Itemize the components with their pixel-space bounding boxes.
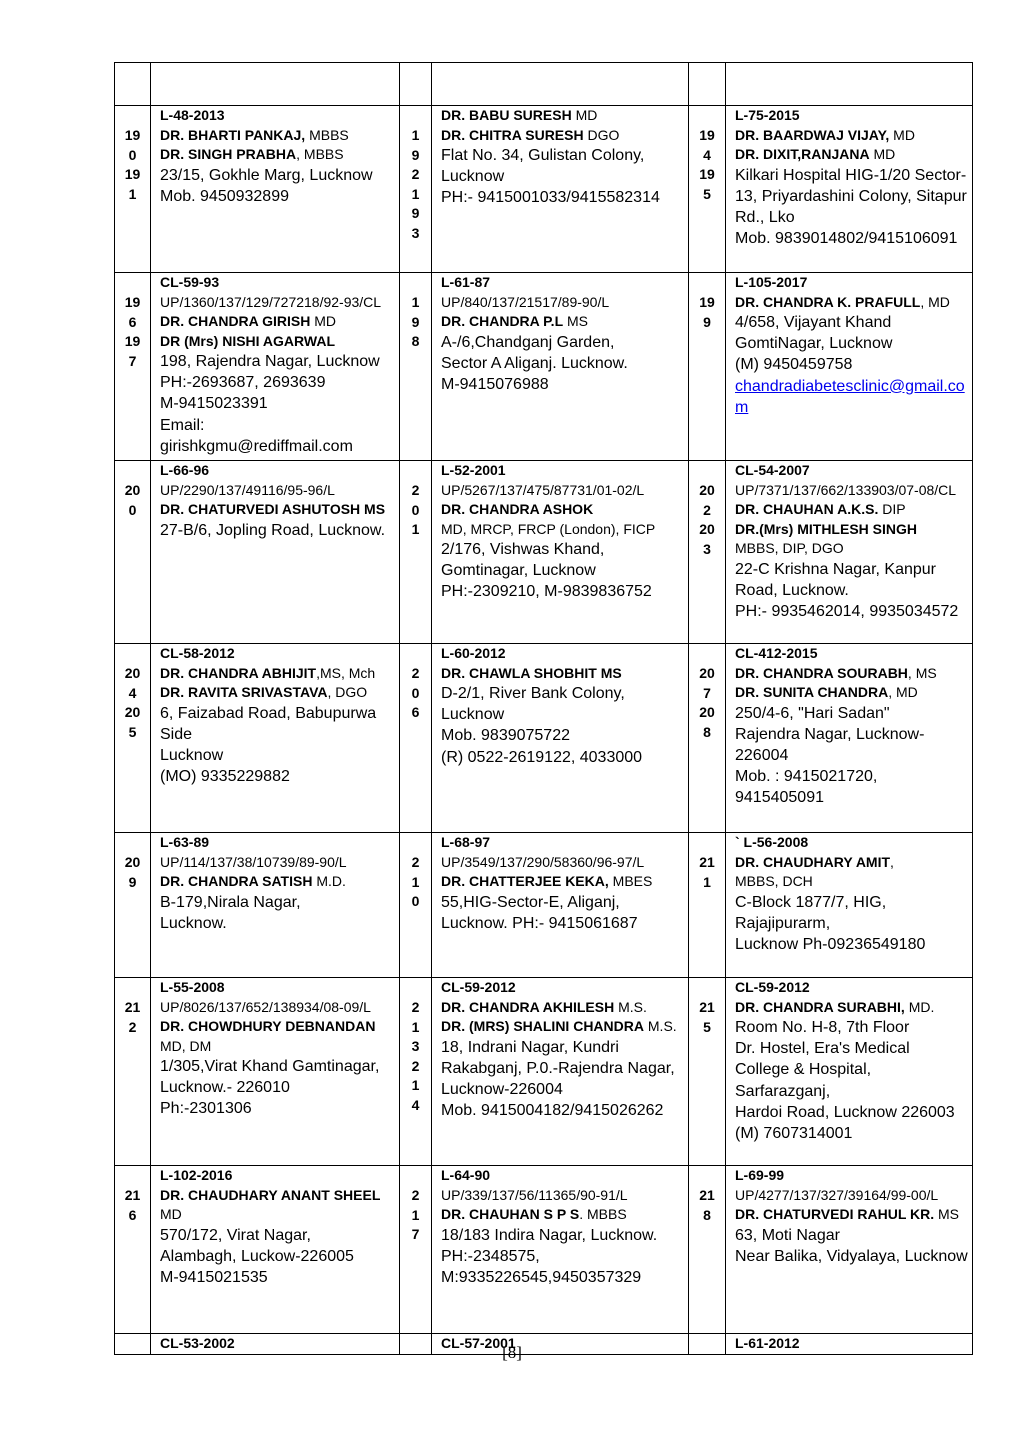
- address-line: Mob. 9839075722: [441, 727, 570, 745]
- address-line: Email:: [160, 416, 205, 434]
- entry-cell: [151, 833, 400, 978]
- address-line: Ph:-2301306: [160, 1100, 252, 1118]
- qualification: MD.: [904, 998, 935, 1015]
- doctor-name-line: [160, 683, 395, 703]
- entry-cell: [432, 1166, 689, 1334]
- registration-number: L-105-2017: [735, 274, 808, 290]
- entry-cell: [432, 63, 689, 106]
- qualification: MS: [563, 313, 589, 329]
- license-code: UP/8026/137/652/138934/08-09/L: [160, 998, 371, 1015]
- serial-number-cell: [400, 106, 432, 273]
- doctor-name-line: [160, 145, 395, 165]
- address-line: Room No. H-8, 7th Floor: [735, 1019, 910, 1036]
- registration-number: L-52-2001: [441, 462, 506, 478]
- entry-cell: [726, 1166, 973, 1334]
- serial-number: 2 1 0: [411, 854, 420, 909]
- doctor-name: DR. CHANDRA GIRISH: [160, 313, 311, 329]
- qualification: , MBBS: [296, 146, 344, 162]
- address-line: D-2/1, River Bank Colony,: [441, 685, 625, 702]
- entry-cell: [151, 644, 400, 833]
- directory-body: [115, 63, 973, 1355]
- serial-number: 21 2: [124, 999, 141, 1035]
- address-line: Gomtinagar, Lucknow: [441, 562, 596, 580]
- doctor-name: DR. RAVITA SRIVASTAVA: [160, 684, 328, 700]
- serial-number-cell: [400, 63, 432, 106]
- address-line: Alambagh, Luckow-226005: [160, 1247, 354, 1265]
- address-line: Lucknow-226004: [441, 1080, 563, 1098]
- entry-cell: [726, 978, 973, 1166]
- qualification: MD, DM: [160, 1037, 212, 1054]
- address-line: M-9415021535: [160, 1268, 268, 1286]
- qualification: DIP: [878, 501, 906, 517]
- address-line: Sector A Aliganj. Lucknow.: [441, 354, 628, 372]
- serial-number-cell: [115, 63, 151, 106]
- address-line: 2/176, Vishwas Khand,: [441, 541, 605, 558]
- entry-cell: [151, 63, 400, 106]
- entry-cell: [726, 106, 973, 273]
- serial-number-cell: [115, 106, 151, 273]
- doctor-name: DR. CHAWLA SHOBHIT MS: [441, 664, 622, 681]
- serial-number-cell: [115, 644, 151, 833]
- license-code: UP/840/137/21517/89-90/L: [441, 293, 610, 310]
- address-line: Lucknow. PH:- 9415061687: [441, 914, 638, 932]
- serial-number: 21 8: [699, 1187, 715, 1223]
- qualification: MBBS: [305, 126, 349, 143]
- entry-cell: [432, 978, 689, 1166]
- address-line: PH:- 9415001033/9415582314: [441, 189, 660, 207]
- registration-number: CL-54-2007: [735, 462, 810, 478]
- qualification: , MD: [888, 684, 918, 700]
- entry-cell: [726, 63, 973, 106]
- doctor-name-line: [735, 500, 968, 520]
- doctor-name-line: [160, 664, 395, 684]
- doctor-name: DR. CHAUDHARY AMIT: [735, 853, 891, 870]
- serial-number: 19 9: [699, 294, 715, 330]
- serial-number-cell: [400, 461, 432, 644]
- doctor-name: DR. CHATTERJEE KEKA,: [441, 873, 609, 889]
- address-line: Rajendra Nagar, Lucknow-: [735, 725, 925, 743]
- serial-number-cell: [400, 644, 432, 833]
- qualification: M.S.: [644, 1018, 677, 1034]
- address-line: GomtiNagar, Lucknow: [735, 335, 893, 353]
- address-line: C-Block 1877/7, HIG,: [735, 893, 887, 911]
- address-line: PH:- 9935462014, 9935034572: [735, 602, 959, 620]
- doctor-name: DR. CHANDRA K. PRAFULL: [735, 293, 921, 310]
- qualification: DGO: [583, 126, 620, 143]
- serial-number: 20 9: [124, 854, 141, 890]
- serial-number: 19 0 19 1: [124, 127, 141, 202]
- registration-number: CL-53-2002: [160, 1335, 235, 1351]
- qualification: MBES: [608, 873, 653, 889]
- doctor-name-line: [160, 126, 395, 146]
- doctor-name-line: [160, 312, 395, 332]
- doctor-name-line: [735, 1205, 968, 1225]
- qualification: M.D.: [312, 873, 346, 889]
- address-line: 570/172, Virat Nagar,: [160, 1226, 311, 1244]
- serial-number: 21 1: [699, 854, 715, 890]
- address-line: Lucknow Ph-09236549180: [735, 935, 926, 953]
- serial-number: 2 1 7: [411, 1187, 420, 1242]
- address-line: Mob. 9415004182/9415026262: [441, 1102, 664, 1120]
- doctor-name: DR (Mrs) NISHI AGARWAL: [160, 332, 335, 349]
- table-row: [115, 273, 973, 461]
- address-line: Dr. Hostel, Era's Medical: [735, 1040, 910, 1058]
- doctor-name-line: [441, 312, 684, 332]
- license-code: UP/4277/137/327/39164/99-00/L: [735, 1186, 939, 1203]
- doctor-name: DR. (MRS) SHALINI CHANDRA: [441, 1018, 644, 1034]
- registration-number: CL-58-2012: [160, 645, 235, 661]
- address-line: Hardoi Road, Lucknow 226003: [735, 1103, 955, 1121]
- qualification: MD: [869, 146, 896, 162]
- address-line: 13, Priyardashini Colony, Sitapur: [735, 187, 967, 205]
- address-line: Lucknow.: [160, 914, 227, 932]
- qualification: ,MS, Mch: [316, 664, 376, 681]
- address-line: 23/15, Gokhle Marg, Lucknow: [160, 166, 373, 184]
- license-code: UP/2290/137/49116/95-96/L: [160, 481, 335, 498]
- registration-number: ` L-56-2008: [735, 834, 809, 850]
- serial-number-cell: [689, 63, 726, 106]
- table-row: [115, 1166, 973, 1334]
- address-line: Mob. 9450932899: [160, 187, 289, 205]
- serial-number: 19 4 19 5: [699, 127, 715, 202]
- qualification: ,: [890, 853, 894, 870]
- serial-number-cell: [689, 461, 726, 644]
- serial-number: 2 1 3 2 1 4: [411, 999, 420, 1113]
- entry-cell: [432, 644, 689, 833]
- address-line: Near Balika, Vidyalaya, Lucknow: [735, 1247, 968, 1265]
- doctor-name: DR. SUNITA CHANDRA: [735, 684, 889, 700]
- address-line: PH:-2693687, 2693639: [160, 374, 326, 392]
- address-line: Mob. 9839014802/9415106091: [735, 230, 958, 248]
- qualification: MBBS, DCH: [735, 873, 813, 889]
- qualification: , DGO: [327, 684, 368, 700]
- registration-number: L-102-2016: [160, 1167, 233, 1183]
- qualification: , MS: [907, 664, 937, 681]
- address-line: (MO) 9335229882: [160, 768, 290, 786]
- address-line: Lucknow: [441, 706, 505, 724]
- entry-cell: [432, 461, 689, 644]
- registration-number: L-66-96: [160, 462, 210, 478]
- address-line: 226004: [735, 746, 789, 764]
- registration-number: L-69-99: [735, 1167, 785, 1183]
- doctor-name: DR. CHATURVEDI RAHUL KR.: [735, 1206, 935, 1222]
- address-line: girishkgmu@rediffmail.com: [160, 437, 353, 455]
- qualification: MD: [889, 126, 915, 143]
- address-line: 9415405091: [735, 789, 824, 807]
- doctor-name-line: [735, 664, 968, 684]
- doctor-name-line: [441, 106, 684, 126]
- entry-cell: [432, 106, 689, 273]
- registration-number: L-48-2013: [160, 107, 225, 123]
- qualification: MD: [571, 107, 598, 123]
- address-line: PH:-2309210, M-9839836752: [441, 583, 652, 601]
- entry-cell: [726, 273, 973, 461]
- license-code: UP/3549/137/290/58360/96-97/L: [441, 853, 645, 870]
- qualification: , MD: [920, 293, 950, 310]
- doctor-name: DR. CHITRA SURESH: [441, 126, 584, 143]
- address-line: College & Hospital,: [735, 1061, 872, 1079]
- serial-number-cell: [689, 833, 726, 978]
- address-line: M:9335226545,9450357329: [441, 1268, 642, 1286]
- table-row: [115, 461, 973, 644]
- serial-number-cell: [689, 273, 726, 461]
- page-number: [8]: [502, 1343, 522, 1362]
- serial-number: 19 6 19 7: [124, 294, 141, 369]
- doctor-name-line: [441, 1205, 684, 1225]
- doctor-name: DR. CHAUHAN A.K.S.: [735, 501, 879, 517]
- address-line: B-179,Nirala Nagar,: [160, 893, 301, 911]
- registration-number: CL-57-2001: [441, 1335, 516, 1351]
- entry-cell: [151, 106, 400, 273]
- doctor-name: DR.(Mrs) MITHLESH SINGH: [735, 520, 917, 537]
- license-code: UP/5267/137/475/87731/01-02/L: [441, 481, 645, 498]
- serial-number-cell: [115, 1166, 151, 1334]
- address-line: 198, Rajendra Nagar, Lucknow: [160, 353, 380, 370]
- doctor-name: DR. CHANDRA SATISH: [160, 873, 313, 889]
- qualification: MD: [310, 313, 337, 329]
- serial-number: 21 5: [699, 999, 715, 1035]
- address-line: A-/6,Chandganj Garden,: [441, 333, 615, 351]
- address-line: Road, Lucknow.: [735, 581, 849, 599]
- address-line: Lucknow: [441, 168, 505, 186]
- doctor-name: DR. BHARTI PANKAJ,: [160, 126, 306, 143]
- address-line: 6, Faizabad Road, Babupurwa: [160, 704, 377, 722]
- doctor-name: DR. SINGH PRABHA: [160, 146, 297, 162]
- serial-number: 20 4 20 5: [124, 665, 141, 740]
- address-line: 18, Indrani Nagar, Kundri: [441, 1038, 619, 1056]
- registration-number: L-60-2012: [441, 645, 506, 661]
- serial-number: 2 0 6: [411, 665, 420, 720]
- address-line: 250/4-6, "Hari Sadan": [735, 704, 890, 722]
- entry-cell: [432, 833, 689, 978]
- serial-number: 2 0 1: [411, 482, 420, 537]
- registration-number: L-55-2008: [160, 979, 225, 995]
- serial-number-cell: [400, 273, 432, 461]
- license-code: UP/339/137/56/11365/90-91/L: [441, 1186, 628, 1203]
- entry-cell: [726, 461, 973, 644]
- address-line: Rajajipurarm,: [735, 914, 831, 932]
- doctor-name: DR. CHANDRA AKHILESH: [441, 998, 615, 1015]
- address-line: M-9415076988: [441, 375, 549, 393]
- table-row: [115, 644, 973, 833]
- doctor-name: DR. CHANDRA SURABHI,: [735, 998, 905, 1015]
- entry-cell: [432, 273, 689, 461]
- email-link[interactable]: chandradiabetesclinic@gmail.com: [735, 377, 965, 416]
- registration-number: L-61-87: [441, 274, 491, 290]
- doctor-name: DR. CHANDRA SOURABH: [735, 664, 908, 681]
- address-line: Sarfarazganj,: [735, 1082, 831, 1100]
- serial-number: 1 9 2 1 9 3: [411, 127, 420, 241]
- registration-number: L-61-2012: [735, 1335, 800, 1351]
- qualification: M.S.: [614, 998, 647, 1015]
- serial-number-cell: [689, 644, 726, 833]
- address-line: Lucknow.- 226010: [160, 1079, 290, 1097]
- doctor-name-line: [441, 872, 684, 892]
- doctor-name: DR. DIXIT,RANJANA: [735, 146, 870, 162]
- serial-number: 21 6: [124, 1187, 141, 1223]
- table-row: [115, 978, 973, 1166]
- entry-cell: [151, 273, 400, 461]
- doctor-directory-table: [114, 62, 973, 1355]
- doctor-name: DR. CHATURVEDI ASHUTOSH MS: [160, 501, 386, 517]
- qualification: MS: [934, 1206, 960, 1222]
- address-line: Rakabganj, P.0.-Rajendra Nagar,: [441, 1059, 675, 1077]
- license-code: UP/114/137/38/10739/89-90/L: [160, 853, 347, 870]
- serial-number-cell: [689, 978, 726, 1166]
- doctor-name: DR. CHANDRA P.L: [441, 313, 564, 329]
- qualification: MD: [160, 1206, 182, 1222]
- license-code: UP/7371/137/662/133903/07-08/CL: [735, 481, 957, 498]
- address-line: 4/658, Vijayant Khand: [735, 314, 892, 331]
- serial-number-cell: [689, 1166, 726, 1334]
- serial-number-cell: [689, 106, 726, 273]
- address-line: (M) 9450459758: [735, 356, 853, 374]
- address-line: PH:-2348575,: [441, 1247, 540, 1265]
- doctor-name: DR. CHAUDHARY ANANT SHEEL: [160, 1186, 381, 1203]
- serial-number-cell: [400, 1166, 432, 1334]
- address-line: M-9415023391: [160, 395, 268, 413]
- doctor-name: DR. BAARDWAJ VIJAY,: [735, 126, 890, 143]
- doctor-name-line: [735, 293, 968, 313]
- registration-number: L-64-90: [441, 1167, 491, 1183]
- registration-number: L-68-97: [441, 834, 491, 850]
- address-line: (M) 7607314001: [735, 1125, 853, 1143]
- registration-number: L-63-89: [160, 834, 210, 850]
- doctor-name: DR. CHANDRA ABHIJIT: [160, 664, 317, 681]
- registration-number: CL-59-2012: [441, 979, 516, 995]
- license-code: UP/1360/137/129/727218/92-93/CL: [160, 293, 382, 310]
- doctor-name-line: [441, 998, 684, 1018]
- registration-number: L-75-2015: [735, 107, 800, 123]
- address-line: (R) 0522-2619122, 4033000: [441, 748, 643, 766]
- address-line: Rd., Lko: [735, 208, 795, 226]
- address-line: 1/305,Virat Khand Gamtinagar,: [160, 1058, 380, 1075]
- table-row: [115, 63, 973, 106]
- address-line: Flat No. 34, Gulistan Colony,: [441, 147, 645, 164]
- address-line: 18/183 Indira Nagar, Lucknow.: [441, 1226, 658, 1244]
- doctor-name: DR. CHOWDHURY DEBNANDAN: [160, 1018, 376, 1034]
- qualification: MBBS, DIP, DGO: [735, 540, 844, 556]
- doctor-name: DR. BABU SURESH: [441, 107, 572, 123]
- registration-number: CL-59-93: [160, 274, 220, 290]
- doctor-name-line: [735, 683, 968, 703]
- serial-number-cell: [400, 978, 432, 1166]
- serial-number: 20 0: [124, 482, 141, 518]
- doctor-name: DR. CHAUHAN S P S: [441, 1206, 580, 1222]
- address-line: Mob. : 9415021720,: [735, 768, 878, 786]
- qualification: MD, MRCP, FRCP (London), FICP: [441, 520, 656, 537]
- address-line: Side: [160, 725, 193, 743]
- registration-number: CL-412-2015: [735, 645, 818, 661]
- entry-cell: [151, 1166, 400, 1334]
- address-line: 27-B/6, Jopling Road, Lucknow.: [160, 521, 386, 539]
- address-line: 63, Moti Nagar: [735, 1226, 840, 1244]
- serial-number: 20 7 20 8: [699, 665, 715, 740]
- registration-number: CL-59-2012: [735, 979, 810, 995]
- doctor-name-line: [160, 872, 395, 892]
- serial-number: 20 2 20 3: [699, 482, 715, 557]
- serial-number-cell: [115, 273, 151, 461]
- address-line: 22-C Krishna Nagar, Kanpur: [735, 560, 936, 578]
- serial-number-cell: [115, 978, 151, 1166]
- doctor-name: DR. CHANDRA ASHOK: [441, 501, 594, 517]
- serial-number-cell: [115, 461, 151, 644]
- serial-number-cell: [115, 833, 151, 978]
- serial-number-cell: [400, 833, 432, 978]
- doctor-name-line: [735, 126, 968, 146]
- entry-cell: [726, 833, 973, 978]
- qualification: . MBBS: [579, 1206, 627, 1222]
- doctor-name-line: [735, 145, 968, 165]
- address-line: Kilkari Hospital HIG-1/20 Sector-: [735, 166, 967, 184]
- table-row: [115, 106, 973, 273]
- entry-cell: [151, 978, 400, 1166]
- doctor-name-line: [441, 126, 684, 146]
- doctor-name-line: [441, 1017, 684, 1037]
- doctor-name-line: [735, 998, 968, 1018]
- doctor-name-line: [735, 853, 968, 873]
- address-line: Lucknow: [160, 746, 224, 764]
- address-line: 55,HIG-Sector-E, Aliganj,: [441, 893, 620, 911]
- table-row: [115, 833, 973, 978]
- serial-number: 1 9 8: [411, 294, 420, 349]
- entry-cell: [726, 644, 973, 833]
- entry-cell: [151, 461, 400, 644]
